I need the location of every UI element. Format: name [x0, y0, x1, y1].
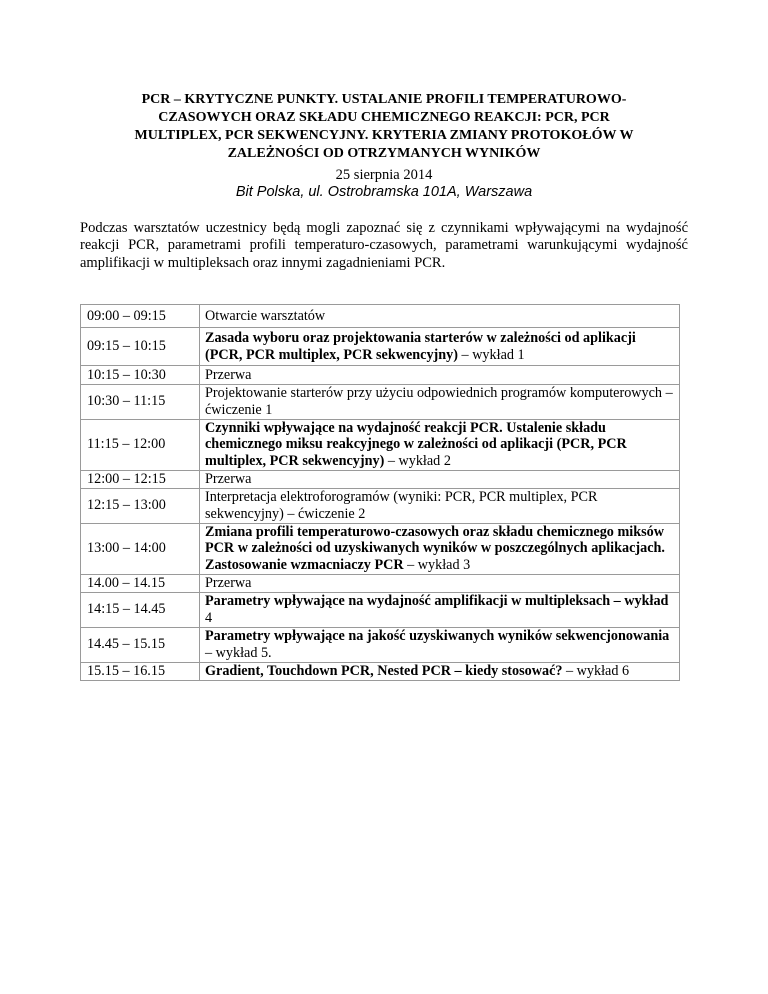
- topic-rest: Przerwa: [205, 471, 252, 488]
- topic-bold: Zmiana profili temperaturowo-czasowych oraz składu chemicznego miksów PCR w zależności od uzyskiwanych wyników w poszczególnych aplikacjach. Zastosowanie wzmacniaczy PCR: [205, 523, 665, 574]
- schedule-topic: [200, 385, 680, 420]
- table-row: [81, 662, 680, 680]
- schedule-time: 12:15 – 13:00: [81, 488, 200, 523]
- schedule-time: 15.15 – 16.15: [81, 662, 200, 680]
- table-row: [81, 592, 680, 627]
- table-row: [81, 627, 680, 662]
- schedule-topic: [200, 627, 680, 662]
- table-row: [81, 488, 680, 523]
- topic-rest: 4: [205, 609, 213, 626]
- topic-rest: Interpretacja elektroforogramów (wyniki: PCR, PCR multiplex, PCR sekwencyjny) – ćwiczenie 2: [205, 488, 598, 522]
- topic-bold: Parametry wpływające na wydajność amplifikacji w multipleksach – wykład: [205, 592, 669, 609]
- schedule-time: 14.45 – 15.15: [81, 627, 200, 662]
- title-line: MULTIPLEX, PCR SEKWENCYJNY. KRYTERIA ZMIANY PROTOKOŁÓW W: [134, 128, 634, 143]
- topic-bold: Zasada wyboru oraz projektowania starterów w zależności od aplikacji (PCR, PCR multiplex, PCR sekwencyjny): [205, 329, 636, 363]
- event-date: 25 sierpnia 2014: [335, 167, 433, 183]
- topic-rest: Projektowanie starterów przy użyciu odpowiednich programów komputerowych – ćwiczenie 1: [205, 385, 673, 418]
- schedule-time: 10:30 – 11:15: [81, 385, 200, 420]
- title-line: ZALEŻNOŚCI OD OTRZYMANYCH WYNIKÓW: [227, 146, 541, 161]
- schedule-time: 10:15 – 10:30: [81, 366, 200, 385]
- table-row: [81, 470, 680, 488]
- table-row: [81, 305, 680, 328]
- schedule-time: 12:00 – 12:15: [81, 470, 200, 488]
- topic-bold: Czynniki wpływające na wydajność reakcji PCR. Ustalenie składu chemicznego miksu reakcyjnego w zależności od aplikacji (PCR, PCR multiplex, PCR sekwencyjny): [205, 419, 627, 470]
- document-title: [80, 91, 688, 163]
- schedule-topic: [200, 523, 680, 574]
- schedule-time: 09:00 – 09:15: [81, 305, 200, 328]
- schedule-topic: [200, 366, 680, 385]
- topic-rest: – wykład 3: [403, 557, 471, 574]
- schedule-topic: [200, 488, 680, 523]
- title-line: PCR – KRYTYCZNE PUNKTY. USTALANIE PROFILI TEMPERATUROWO-: [141, 92, 627, 107]
- topic-rest: Otwarcie warsztatów: [205, 307, 326, 324]
- topic-rest: – wykład 6: [562, 662, 630, 679]
- table-row: [81, 574, 680, 592]
- schedule-time: 09:15 – 10:15: [81, 328, 200, 366]
- topic-rest: – wykład 2: [384, 453, 451, 470]
- schedule-topic: [200, 662, 680, 680]
- topic-rest: Przerwa: [205, 366, 252, 383]
- schedule-topic: [200, 470, 680, 488]
- schedule-time: 14.00 – 14.15: [81, 574, 200, 592]
- schedule-time: 13:00 – 14:00: [81, 523, 200, 574]
- topic-rest: – wykład 5.: [205, 644, 272, 661]
- topic-bold: Gradient, Touchdown PCR, Nested PCR – kiedy stosować?: [205, 662, 563, 679]
- table-row: [81, 385, 680, 420]
- topic-rest: – wykład 1: [458, 346, 525, 363]
- title-line: CZASOWYCH ORAZ SKŁADU CHEMICZNEGO REAKCJI: PCR, PCR: [158, 110, 610, 125]
- schedule-topic: [200, 305, 680, 328]
- table-row: [81, 366, 680, 385]
- schedule-topic: [200, 574, 680, 592]
- schedule-table: [80, 304, 680, 681]
- event-venue: Bit Polska, ul. Ostrobramska 101A, Warszawa: [235, 184, 533, 200]
- table-row: [81, 328, 680, 366]
- intro-paragraph: Podczas warsztatów uczestnicy będą mogli zapoznać się z czynnikami wpływającymi na wydajność reakcji PCR, parametrami profili temperaturo-czasowych, parametrami warunkującymi wydajność amplifikacji w multipleksach oraz innymi zagadnieniami PCR.: [80, 220, 688, 271]
- topic-rest: Przerwa: [205, 575, 252, 592]
- schedule-time: 11:15 – 12:00: [81, 419, 200, 470]
- schedule-topic: [200, 419, 680, 470]
- schedule-topic: [200, 328, 680, 366]
- schedule-topic: [200, 592, 680, 627]
- table-row: [81, 523, 680, 574]
- schedule-time: 14:15 – 14.45: [81, 592, 200, 627]
- table-row: [81, 419, 680, 470]
- topic-bold: Parametry wpływające na jakość uzyskiwanych wyników sekwencjonowania: [205, 627, 670, 644]
